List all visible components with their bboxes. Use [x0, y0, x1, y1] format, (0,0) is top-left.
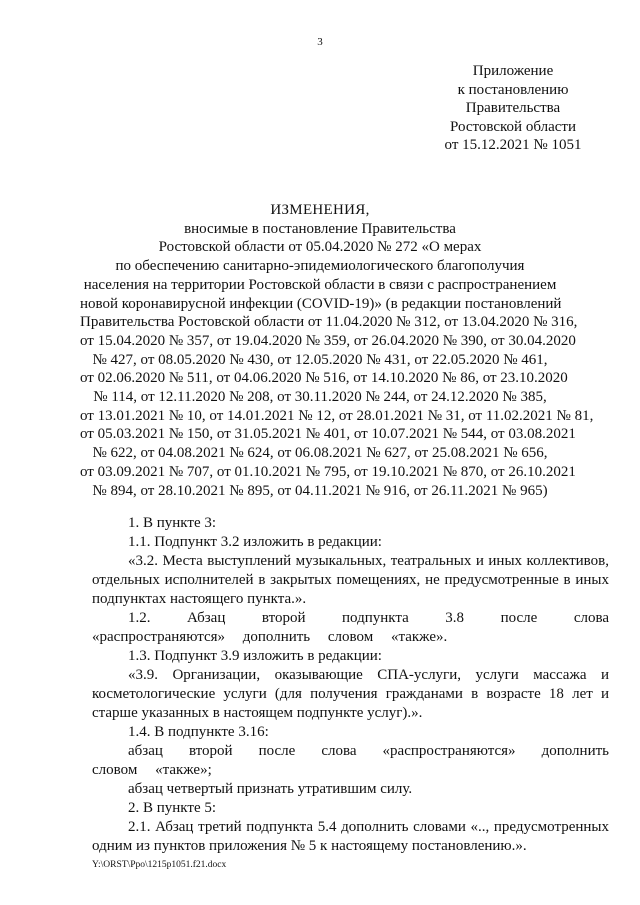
subtitle-line: № 114, от 12.11.2020 № 208, от 30.11.2020 № 244, от 24.12.2020 № 385, [93, 389, 547, 406]
paragraph: 1.3. Подпункт 3.9 изложить в редакции: [128, 648, 382, 664]
subtitle-line: Ростовской области от 05.04.2020 № 272 «О мерах [158, 239, 482, 256]
appendix-line: Ростовской области [450, 118, 576, 135]
file-path-footer: Y:\ORST\Ppo\1215p1051.f21.docx [92, 860, 227, 870]
paragraph: 1.4. В подпункте 3.16: [128, 724, 269, 740]
subtitle-line: от 05.03.2021 № 150, от 31.05.2021 № 401, от 10.07.2021 № 544, от 03.08.2021 [80, 426, 576, 443]
paragraph: абзац второй после слова «распространяются» дополнить словом «также»; [92, 743, 609, 778]
title-block [80, 201, 594, 500]
appendix-line: к постановлению [457, 81, 569, 98]
paragraph: абзац четвертый признать утратившим силу. [128, 781, 413, 797]
subtitle-line: Правительства Ростовской области от 11.04.2020 № 312, от 13.04.2020 № 316, [80, 314, 578, 331]
subtitle-line: по обеспечению санитарно-эпидемиологического благополучия [115, 258, 525, 275]
amendments-body [92, 514, 609, 856]
subtitle-line: новой коронавирусной инфекции (COVID-19)» (в редакции постановлений [80, 295, 562, 312]
paragraph: 2. В пункте 5: [128, 800, 217, 816]
subtitle-line: от 02.06.2020 № 511, от 04.06.2020 № 516, от 14.10.2020 № 86, от 23.10.2020 [80, 370, 568, 387]
paragraph: «3.9. Организации, оказывающие СПА-услуги, услуги массажа и косметологические услуги (для получения гражданами в возрасте 18 лет и старше указанных в настоящем подпункте услуг).». [92, 667, 609, 721]
paragraph: 1.2. Абзац второй подпункта 3.8 после слова «распространяются» дополнить словом «также». [92, 610, 609, 645]
paragraph: 1. В пункте 3: [128, 515, 217, 531]
subtitle-line: населения на территории Ростовской области в связи с распространением [83, 276, 557, 293]
paragraph: 1.1. Подпункт 3.2 изложить в редакции: [128, 534, 382, 550]
paragraph: 2.1. Абзац третий подпункта 5.4 дополнить словами «.., предусмотренных одним из пунктов приложения № 5 к настоящему постановлению.». [92, 819, 609, 854]
appendix-block [428, 62, 598, 155]
subtitle-line: от 03.09.2021 № 707, от 01.10.2021 № 795, от 19.10.2021 № 870, от 26.10.2021 [80, 463, 576, 480]
document-title: ИЗМЕНЕНИЯ, [270, 202, 370, 218]
subtitle-line: вносимые в постановление Правительства [184, 220, 456, 237]
subtitle-line: № 894, от 28.10.2021 № 895, от 04.11.2021 № 916, от 26.11.2021 № 965) [92, 482, 548, 499]
page-number: 3 [317, 36, 323, 48]
subtitle-line: от 15.04.2020 № 357, от 19.04.2020 № 359, от 26.04.2020 № 390, от 30.04.2020 [80, 332, 576, 349]
appendix-line: от 15.12.2021 № 1051 [444, 137, 582, 154]
subtitle-line: от 13.01.2021 № 10, от 14.01.2021 № 12, от 28.01.2021 № 31, от 11.02.2021 № 81, [80, 407, 594, 424]
paragraph: «3.2. Места выступлений музыкальных, театральных и иных коллективов, отдельных исполнителей в закрытых помещениях, не предусмотренные в иных подпунктах настоящего пункта.». [92, 553, 609, 607]
appendix-line: Правительства [465, 100, 561, 117]
subtitle-line: № 622, от 04.08.2021 № 624, от 06.08.2021 № 627, от 25.08.2021 № 656, [92, 445, 548, 462]
subtitle-line: № 427, от 08.05.2020 № 430, от 12.05.2020 № 431, от 22.05.2020 № 461, [92, 351, 548, 368]
appendix-line: Приложение [472, 63, 554, 79]
